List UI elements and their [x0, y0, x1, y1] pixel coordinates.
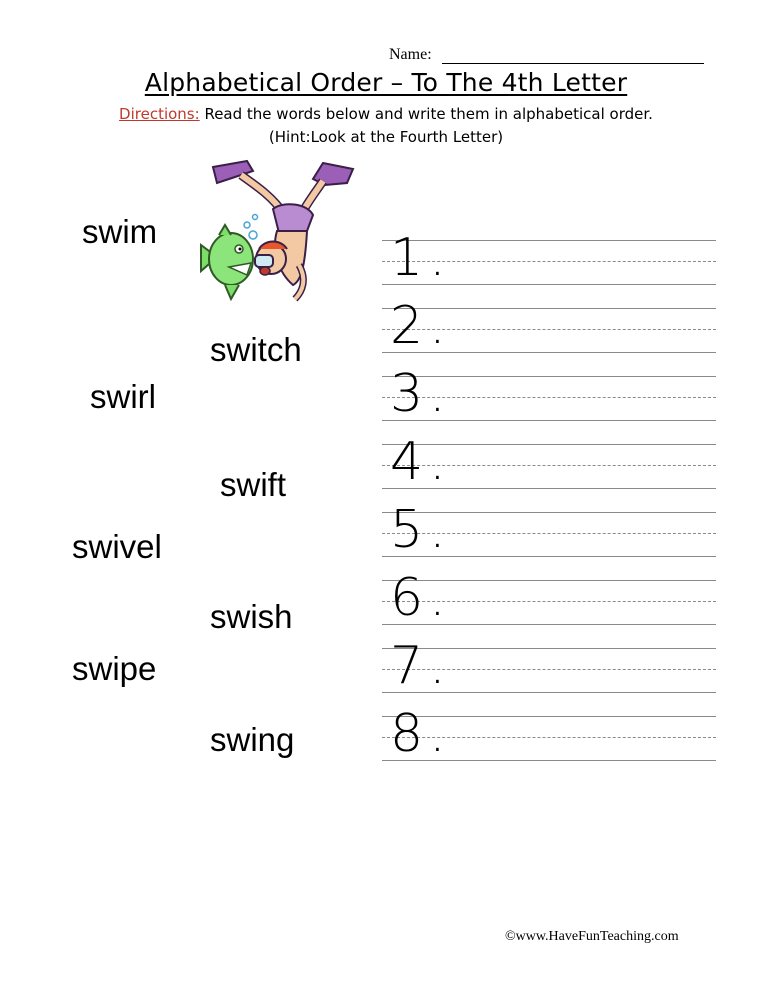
answer-number-1: 1. [390, 228, 452, 288]
word-5: swivel [72, 528, 162, 565]
answer-line-5[interactable] [382, 500, 716, 560]
answer-line-7[interactable] [382, 636, 716, 696]
page-title: Alphabetical Order – To The 4th Letter [144, 68, 628, 97]
answer-line-1[interactable] [382, 228, 716, 288]
directions-label: Directions: [119, 105, 200, 123]
word-1: swim [82, 213, 158, 250]
answer-number-4: 4. [390, 432, 452, 492]
copyright: ©www.HaveFunTeaching.com [505, 929, 679, 944]
answer-line-6[interactable] [382, 568, 716, 628]
hint-text: (Hint:Look at the Fourth Letter) [268, 128, 504, 146]
directions [0, 105, 772, 123]
name-label: Name: [389, 46, 432, 63]
answer-number-6: 6. [390, 568, 452, 628]
answer-line-2[interactable] [382, 296, 716, 356]
answer-number-5: 5. [390, 500, 452, 560]
answer-number-7: 7. [390, 636, 452, 696]
answer-number-2: 2. [390, 296, 452, 356]
answer-number-3: 3. [390, 364, 452, 424]
word-2: switch [210, 331, 302, 368]
answer-number-8: 8. [390, 704, 452, 764]
answer-line-4[interactable] [382, 432, 716, 492]
answer-line-3[interactable] [382, 364, 716, 424]
scuba-diver-and-fish-icon [195, 155, 370, 315]
word-3: swirl [90, 378, 156, 415]
word-6: swish [210, 598, 293, 635]
word-8: swing [210, 721, 295, 758]
answer-line-8[interactable] [382, 704, 716, 764]
word-4: swift [220, 466, 286, 503]
word-7: swipe [72, 650, 157, 687]
directions-text: Read the words below and write them in alphabetical order. [199, 105, 653, 123]
name-field-line[interactable] [442, 63, 704, 64]
